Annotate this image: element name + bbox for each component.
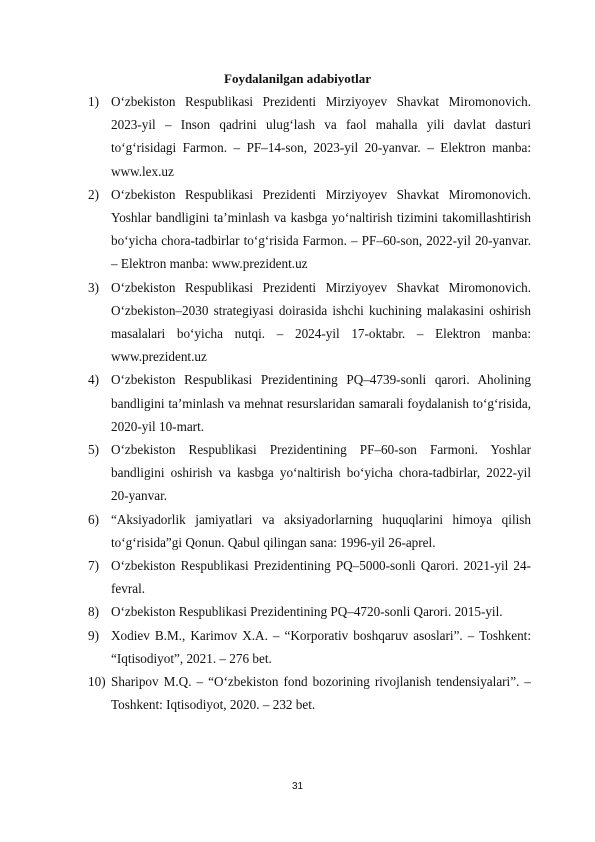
reference-text: O‘zbekiston Respublikasi Prezidentining PQ–4720-sonli Qarori. 2015-yil. [111,604,503,620]
reference-number: 6) [88,511,99,527]
reference-item [88,600,531,623]
reference-item [88,183,531,276]
reference-text: Sharipov M.Q. – “O‘zbekiston fond bozorining rivojlanish tendensiyalari”. – Toshkent: Iqtisodiyot, 2020. – 232 bet. [111,674,531,713]
reference-text: O‘zbekiston Respublikasi Prezidenti Mirziyoyev Shavkat Miromonovich. Yoshlar bandligini ta’minlash va kasbga yo‘naltirish tizimini takomillashtirish bo‘yicha chora-tadbirlar to‘g‘risida Farmon. – PF–60-son, 2022-yil 20-yanvar. – Elektron manba: www.prezident.uz [111,186,531,272]
page-title: Foydalanilgan adabiyotlar [224,71,371,86]
reference-number: 4) [88,372,99,388]
reference-text: Xodiev B.M., Karimov X.A. – “Korporativ boshqaruv asoslari”. – Toshkent: “Iqtisodiyot”, 2021. – 276 bet. [111,627,531,666]
reference-text: O‘zbekiston Respublikasi Prezidenti Mirziyoyev Shavkat Miromonovich. 2023-yil – Inson qadrini ulug‘lash va faol mahalla yili davlat dasturi to‘g‘risidagi Farmon. – PF–14-son, 2023-yil 20-yanvar. – Elektron manba: www.lex.uz [111,94,531,179]
reference-text: O‘zbekiston Respublikasi Prezidenti Mirziyoyev Shavkat Miromonovich. O‘zbekiston–2030 strategiyasi doirasida ishchi kuchining malakasini oshirish masalalari bo‘yicha nutqi. – 2024-yil 17-oktabr. – Elektron manba: www.prezident.uz [111,279,531,365]
reference-number: 5) [88,442,99,458]
reference-item [88,670,531,716]
reference-number: 1) [88,94,99,109]
reference-item [88,276,531,369]
reference-text: “Aksiyadorlik jamiyatlari va aksiyadorlarning huquqlarini himoya qilish to‘g‘risida”gi Qonun. Qabul qilingan sana: 1996-yil 26-aprel. [111,511,531,550]
reference-text: O‘zbekiston Respublikasi Prezidentining PQ–4739-sonli qarori. Aholining bandligini ta’minlash va mehnat resurslaridan samarali foydalanish to‘g‘risida, 2020-yil 10-mart. [111,372,531,434]
reference-item [88,508,531,554]
reference-list [88,90,531,716]
reference-item [88,624,531,670]
page-number: 31 [291,781,304,792]
reference-number: 3) [88,279,99,295]
reference-number: 8) [88,604,99,620]
reference-number: 9) [88,627,99,643]
reference-item [88,554,531,600]
reference-item [88,368,531,438]
reference-number: 7) [88,558,99,574]
reference-item [88,90,531,183]
reference-number: 10) [88,674,106,690]
reference-text: O‘zbekiston Respublikasi Prezidentining PF–60-son Farmoni. Yoshlar bandligini oshirish va kasbga yo‘naltirish bo‘yicha chora-tadbirlar, 2022-yil 20-yanvar. [111,442,531,504]
reference-number: 2) [88,186,99,202]
reference-item [88,438,531,508]
reference-text: O‘zbekiston Respublikasi Prezidentining PQ–5000-sonli Qarori. 2021-yil 24-fevral. [111,558,531,597]
